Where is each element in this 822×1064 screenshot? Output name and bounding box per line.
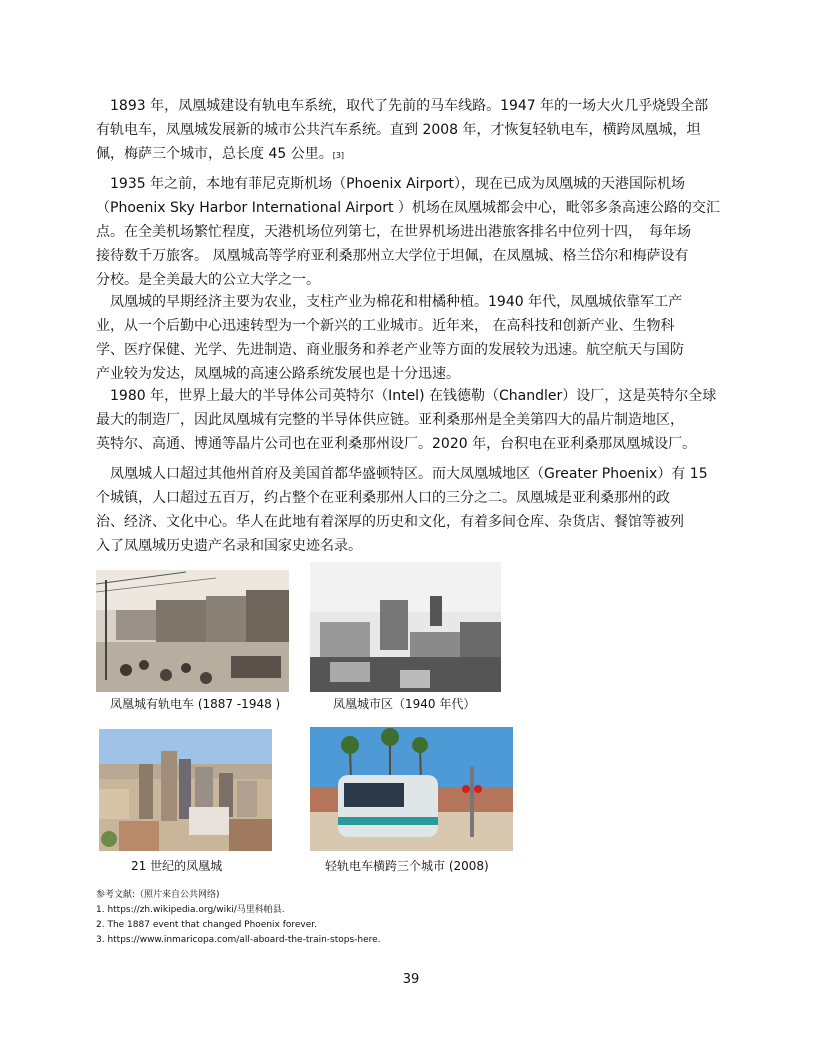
text-line: 1980 年，世界上最大的半导体公司英特尔（Intel) 在钱德勒（Chandler）设厂，这是英特尔全球: [96, 388, 717, 404]
text-line: 英特尔、高通、博通等晶片公司也在亚利桑那州设厂。2020 年，台积电在亚利桑那凤凰城设厂。: [96, 436, 697, 452]
references-heading: 参考文献:（照片来自公共网络): [96, 890, 220, 900]
text-line: 接待数千万旅客。 凤凰城高等学府亚利桑那州立大学位于坦佩，在凤凰城、格兰岱尔和梅萨设有: [96, 248, 689, 264]
citation-ref: [3]: [332, 151, 345, 160]
text-line: 分校。是全美最大的公立大学之一。: [96, 272, 320, 288]
references: [96, 888, 381, 948]
reference-item: 3. https://www.inmaricopa.com/all-aboard-the-train-stops-here.: [96, 935, 381, 945]
text-line: 点。在全美机场繁忙程度，天港机场位列第七，在世界机场进出港旅客排名中位列十四， 每年场: [96, 224, 691, 240]
paragraph-semiconductor: [96, 384, 730, 456]
paragraph-population: [96, 462, 730, 558]
text-line: 1893 年，凤凰城建设有轨电车系统，取代了先前的马车线路。1947 年的一场大火几乎烧毁全部: [96, 98, 709, 114]
text-line: [96, 142, 730, 168]
text-line: 凤凰城的早期经济主要为农业，支柱产业为棉花和柑橘种植。1940 年代，凤凰城依靠军工产: [96, 294, 683, 310]
caption-streetcar: 凤凰城有轨电车 (1887 -1948 ): [110, 697, 281, 711]
text-fragment: 佩，梅萨三个城市，总长度 45 公里。: [96, 146, 333, 162]
text-line: 学、医疗保健、光学、先进制造、商业服务和养老产业等方面的发展较为迅速。航空航天与国防: [96, 342, 684, 358]
caption-modern-phoenix: 21 世纪的凤凰城: [131, 859, 223, 873]
text-line: 产业较为发达，凤凰城的高速公路系统发展也是十分迅速。: [96, 366, 460, 382]
photo-streetcar-1887: [96, 570, 289, 692]
paragraph-streetcar-history: [96, 94, 730, 168]
photo-downtown-1940s: [310, 562, 501, 692]
caption-downtown-1940s: 凤凰城市区（1940 年代）: [333, 697, 476, 711]
photo-light-rail: [310, 727, 513, 851]
text-line: 1935 年之前，本地有菲尼克斯机场（Phoenix Airport），现在已成为凤凰城的天港国际机场: [96, 176, 685, 192]
paragraph-airport-university: [96, 172, 730, 292]
paragraph-economy: [96, 290, 730, 386]
text-line: 治、经济、文化中心。华人在此地有着深厚的历史和文化，有着多间仓库、杂货店、餐馆等被列: [96, 514, 684, 530]
text-line: 有轨电车，凤凰城发展新的城市公共汽车系统。直到 2008 年，才恢复轻轨电车，横跨凤凰城，坦: [96, 122, 701, 138]
text-line: 业，从一个后勤中心迅速转型为一个新兴的工业城市。近年来， 在高科技和创新产业、生物科: [96, 318, 675, 334]
text-line: 个城镇，人口超过五百万，约占整个在亚利桑那州人口的三分之二。凤凰城是亚利桑那州的政: [96, 490, 670, 506]
text-line: 最大的制造厂，因此凤凰城有完整的半导体供应链。亚利桑那州是全美第四大的晶片制造地区，: [96, 412, 684, 428]
text-line: （Phoenix Sky Harbor International Airport ）机场在凤凰城都会中心，毗邻多条高速公路的交汇: [96, 200, 720, 216]
text-line: 凤凰城人口超过其他州首府及美国首都华盛顿特区。而大凤凰城地区（Greater Phoenix）有 15: [96, 466, 708, 482]
text-line: 入了凤凰城历史遗产名录和国家史迹名录。: [96, 538, 362, 554]
page-number: 39: [402, 972, 420, 987]
reference-item: 2. The 1887 event that changed Phoenix forever.: [96, 920, 318, 930]
photo-modern-phoenix: [99, 729, 272, 851]
caption-light-rail: 轻轨电车横跨三个城市 (2008): [325, 859, 489, 873]
reference-item: 1. https://zh.wikipedia.org/wiki/马里科帕县.: [96, 905, 285, 915]
